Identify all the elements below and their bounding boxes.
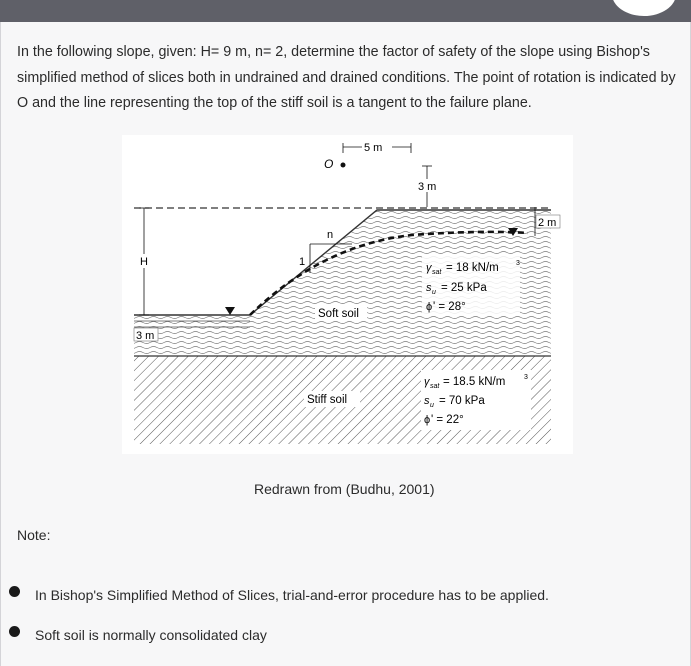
water-level-left-icon [225, 307, 235, 315]
slope-n-label: n [327, 229, 334, 241]
dim-3m-base-label: 3 m [136, 330, 155, 342]
svg-text:sat: sat [432, 269, 442, 276]
svg-text:3: 3 [524, 374, 528, 381]
stiff-soil-label: Stiff soil [307, 394, 348, 406]
svg-text:' = 28°: ' = 28° [433, 301, 466, 313]
bullet-icon [9, 626, 20, 637]
svg-text:ϕ: ϕ [424, 414, 431, 426]
svg-text:= 70 kPa: = 70 kPa [439, 395, 485, 407]
svg-text:s: s [424, 395, 430, 407]
point-o-label: O [324, 157, 334, 171]
rotation-point-icon [341, 163, 346, 168]
svg-text:u: u [430, 402, 434, 409]
svg-text:3: 3 [516, 260, 520, 267]
top-bar [0, 0, 691, 22]
svg-text:γ: γ [426, 262, 432, 274]
soft-soil-label: Soft soil [318, 308, 359, 320]
svg-text:γ: γ [424, 376, 430, 388]
note-item: Soft soil is normally consolidated clay [35, 627, 267, 643]
dim-2m-label: 2 m [538, 217, 557, 229]
svg-text:= 18.5 kN/m: = 18.5 kN/m [443, 376, 506, 388]
svg-text:s: s [426, 282, 432, 294]
svg-text:= 18 kN/m: = 18 kN/m [446, 262, 499, 274]
svg-text:sat: sat [430, 383, 440, 390]
avatar[interactable] [612, 0, 676, 16]
note-label: Note: [17, 527, 51, 543]
svg-text:ϕ: ϕ [426, 301, 433, 313]
dim-3m-top-label: 3 m [418, 181, 437, 193]
bullet-icon [9, 586, 20, 597]
dim-h-label: H [140, 256, 148, 268]
slope-figure [122, 135, 573, 454]
dim-5m-label: 5 m [364, 142, 383, 154]
figure-caption: Redrawn from (Budhu, 2001) [254, 481, 435, 497]
svg-text:' = 22°: ' = 22° [431, 414, 464, 426]
svg-text:= 25 kPa: = 25 kPa [441, 282, 487, 294]
note-item: In Bishop's Simplified Method of Slices, trial-and-error procedure has to be applied. [35, 587, 549, 603]
slope-1-label: 1 [299, 256, 306, 268]
question-text: In the following slope, given: H= 9 m, n= 2, determine the factor of safety of the slope using Bishop's simplified method of slices both in undrained and drained conditions. The point of rotation is indicated by O and the line representing the top of the stiff soil is a tangent to the failure plane. [17, 44, 676, 111]
svg-text:u: u [432, 289, 436, 296]
slope-diagram [122, 135, 573, 454]
